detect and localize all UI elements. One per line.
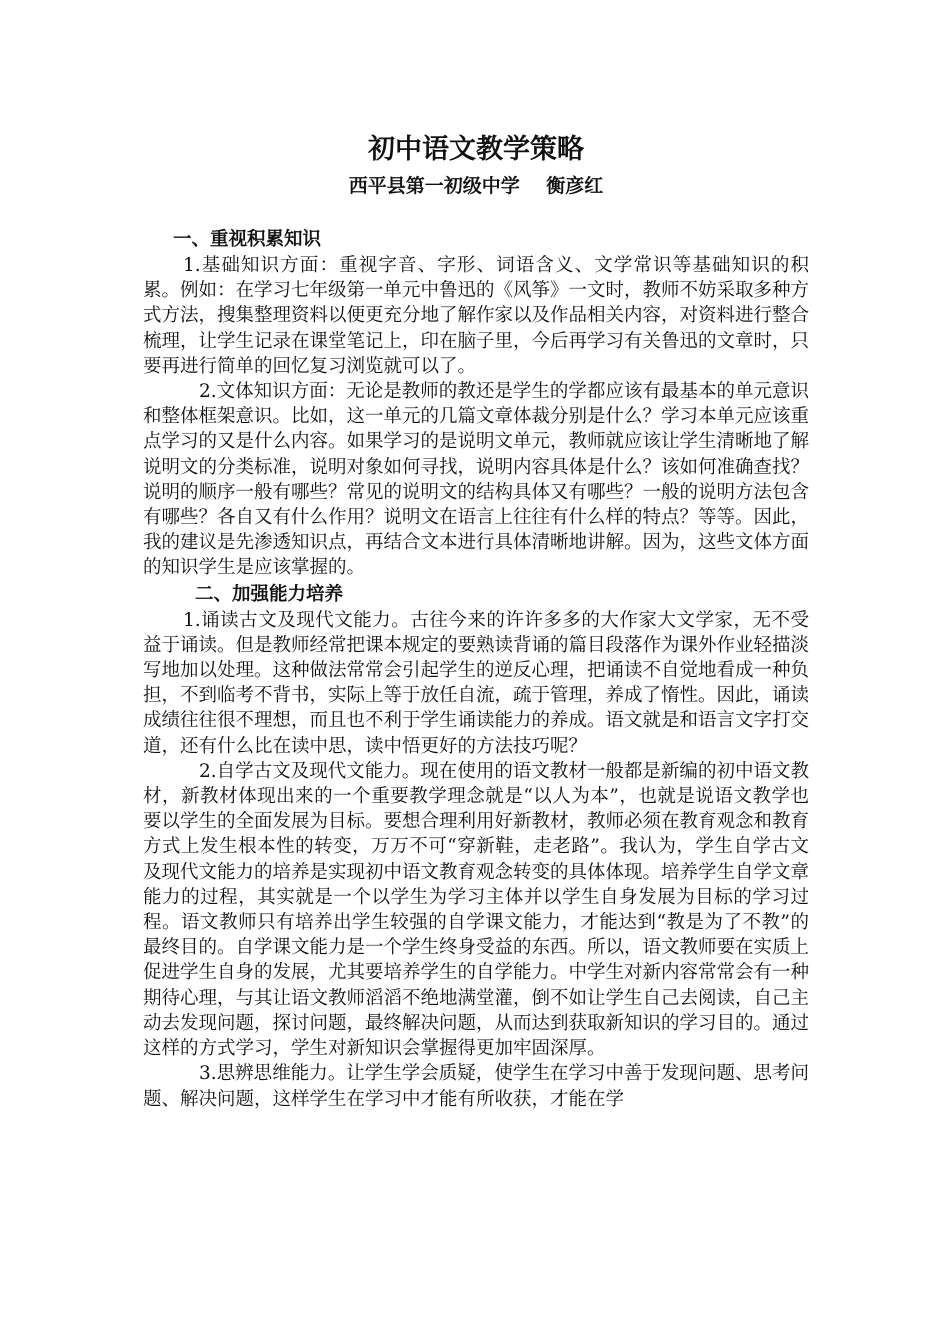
paragraph-recitation-ability: 1.诵读古文及现代文能力。古往今来的许许多多的大作家大文学家，无不受益于诵读。但是教师经常把课本规定的要熟读背诵的篇目段落作为课外作业轻描淡写地加以处理。这种做法常常会引起学生的逆反心理，把诵读不自觉地看成一种负担，不到临考不背书，实际上等于放任自流，疏于管理，养成了惰性。因此，诵读成绩往往很不理想，而且也不利于学生诵读能力的养成。语文就是和语言文字打交道，还有什么比在读中思，读中悟更好的方法技巧呢？ — [143, 609, 810, 757]
paragraph-self-study-ability: 2.自学古文及现代文能力。现在使用的语文教材一般都是新编的初中语文教材，新教材体现出来的一个重要教学理念就是“以人为本”，也就是说语文教学也要以学生的全面发展为目标。要想合理利用好新教材，教师必须在教育观念和教育方式上发生根本性的转变，万万不可“穿新鞋，走老路”。我认为，学生自学古文及现代文能力的培养是实现初中语文教育观念转变的具体体现。培养学生自学文章能力的过程，其实就是一个以学生为学习主体并以学生自身发展为目标的学习过程。语文教师只有培养出学生较强的自学课文能力，才能达到“教是为了不教”的最终目的。自学课文能力是一个学生终身受益的东西。所以，语文教师要在实质上促进学生自身的发展，尤其要培养学生的自学能力。中学生对新内容常常会有一种期待心理，与其让语文教师滔滔不绝地满堂灌，倒不如让学生自己去阅读，自己主动去发现问题，探讨问题，最终解决问题，从而达到获取新知识的学习目的。通过这样的方式学习，学生对新知识会掌握得更加牢固深厚。 — [143, 760, 810, 1060]
document-page — [143, 130, 809, 1112]
document-title: 初中语文教学策略 — [368, 134, 584, 165]
section-heading-1: 一、重视积累知识 — [173, 229, 322, 250]
paragraph-basic-knowledge: 1.基础知识方面：重视字音、字形、词语含义、文学常识等基础知识的积累。例如：在学习七年级第一单元中鲁迅的《风筝》一文时，教师不妨采取多种方式方法，搜集整理资料以便更充分地了解作家以及作品相关内容，对资料进行整合梳理，让学生记录在课堂笔记上，印在脑子里，今后再学习有关鲁迅的文章时，只要再进行简单的回忆复习浏览就可以了。 — [143, 255, 810, 377]
section-heading-2: 二、加强能力培养 — [195, 583, 344, 605]
paragraph-genre-knowledge: 2.文体知识方面：无论是教师的教还是学生的学都应该有最基本的单元意识和整体框架意识。比如，这一单元的几篇文章体裁分别是什么？学习本单元应该重点学习的又是什么内容。如果学习的是说明文单元，教师就应该让学生清晰地了解说明文的分类标准，说明对象如何寻找，说明内容具体是什么？该如何准确查找？说明的顺序一般有哪些？常见的说明文的结构具体又有哪些？一般的说明方法包含有哪些？各自又有什么作用？说明文在语言上往往有什么样的特点？等等。因此，我的建议是先渗透知识点，再结合文本进行具体清晰地讲解。因为，这些文体方面的知识学生是应该掌握的。 — [143, 381, 810, 579]
paragraph-critical-thinking: 3.思辨思维能力。让学生学会质疑，使学生在学习中善于发现问题、思考问题、解决问题，这样学生在学习中才能有所收获，才能在学 — [143, 1063, 809, 1110]
author-line: 西平县第一初级中学 衡彦红 — [348, 175, 604, 197]
